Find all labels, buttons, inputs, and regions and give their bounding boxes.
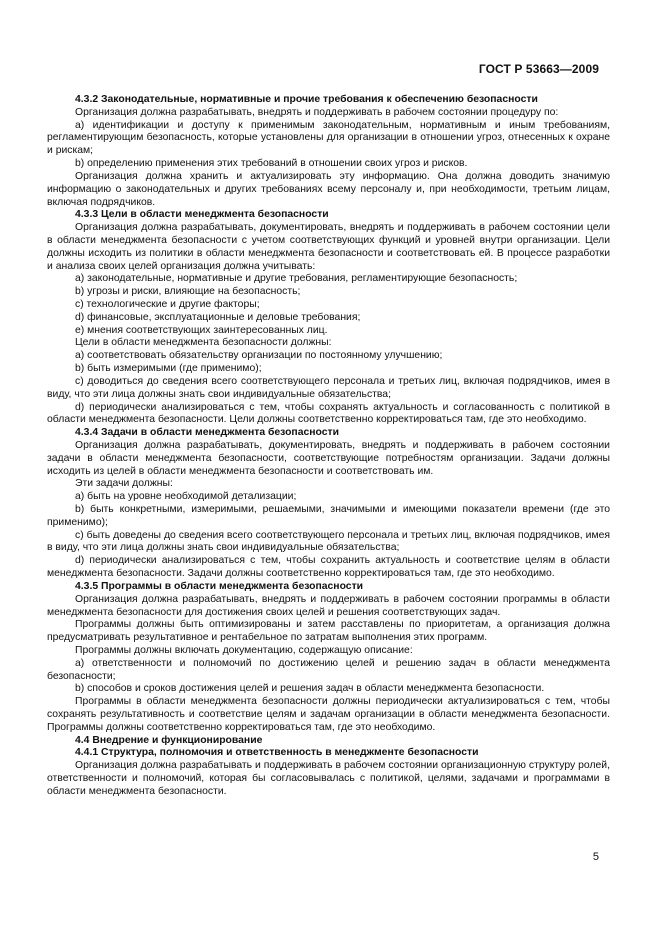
section-heading: 4.4 Внедрение и функционирование xyxy=(75,734,263,746)
section-heading: 4.3.3 Цели в области менеджмента безопасности xyxy=(75,209,329,221)
body-paragraph: Программы в области менеджмента безопасности должны периодически актуализироваться с тем, чтобы сохранять результативность и соответствие целям и задачам организации в области менеджмента безопасности. Программы должны соответственно корректироваться там, где это необходимо. xyxy=(47,696,610,733)
body-paragraph: e) мнения соответствующих заинтересованных лиц. xyxy=(75,324,328,336)
body-paragraph: b) быть конкретными, измеримыми, решаемыми, значимыми и имеющими показатели времени (где это применимо); xyxy=(47,504,610,528)
body-paragraph: b) быть измеримыми (где применимо); xyxy=(75,363,262,375)
body-paragraph: Организация должна разрабатывать, внедрять и поддерживать в рабочем состоянии процедуру по: xyxy=(75,106,559,118)
document-body xyxy=(47,94,610,799)
body-paragraph: d) финансовые, эксплуатационные и деловые требования; xyxy=(75,311,361,323)
body-paragraph: a) соответствовать обязательству организации по постоянному улучшению; xyxy=(75,350,443,362)
body-paragraph: a) законодательные, нормативные и другие требования, регламентирующие безопасность; xyxy=(75,273,518,285)
body-paragraph: b) способов и сроков достижения целей и решения задач в области менеджмента безопасности. xyxy=(75,683,545,695)
section-heading: 4.3.4 Задачи в области менеджмента безопасности xyxy=(75,427,340,439)
section-heading: 4.4.1 Структура, полномочия и ответственность в менеджменте безопасности xyxy=(75,747,479,759)
body-paragraph: c) доводиться до сведения всего соответствующего персонала и третьих лиц, включая подрядчиков, имея в виду, что эти лица должны знать свои индивидуальные обязательства; xyxy=(47,375,610,400)
body-paragraph: Программы должны быть оптимизированы и затем расставлены по приоритетам, а организация должна предусматривать результативное и рентабельное по затратам выполнения этих программ. xyxy=(47,619,610,644)
body-paragraph: c) технологические и другие факторы; xyxy=(75,299,260,310)
page-number: 5 xyxy=(592,851,599,863)
body-paragraph: d) периодически анализироваться с тем, чтобы сохранить актуальность и соответствие целям в области менеджмента безопасности. Задачи должны соответственно корректироваться там, где это необходимо. xyxy=(47,555,610,580)
body-paragraph: Организация должна хранить и актуализировать эту информацию. Она должна доводить значимую информацию о законодательных и других требованиях всему персоналу и, при необходимости, третьим лицам, включая подрядчиков. xyxy=(47,170,610,208)
body-paragraph: a) идентификации и доступу к применимым законодательным, нормативным и иным требованиям, регламентирующим безопасность, которые установлены для организации в отношении угроз, отнесенных к охране и рискам; xyxy=(47,119,610,157)
section-heading: 4.3.5 Программы в области менеджмента безопасности xyxy=(75,580,364,592)
body-paragraph: a) ответственности и полномочий по достижению целей и решению задач в области менеджмента безопасности; xyxy=(47,657,610,682)
body-paragraph: Эти задачи должны: xyxy=(75,478,173,490)
body-paragraph: b) определению применения этих требований в отношении своих угроз и рисков. xyxy=(75,158,468,170)
body-paragraph: Программы должны включать документацию, содержащую описание: xyxy=(75,644,413,656)
body-paragraph: Цели в области менеджмента безопасности должны: xyxy=(75,337,332,349)
section-heading: 4.3.2 Законодательные, нормативные и прочие требования к обеспечению безопасности xyxy=(75,94,538,105)
body-paragraph: d) периодически анализироваться с тем, чтобы сохранять актуальность и согласованность с политикой в области менеджмента безопасности. Цели должны соответственно корректироваться там, где это необходимо. xyxy=(47,401,610,426)
body-paragraph: a) быть на уровне необходимой детализации; xyxy=(75,491,297,503)
body-paragraph: b) угрозы и риски, влияющие на безопасность; xyxy=(75,286,301,298)
body-paragraph: c) быть доведены до сведения всего соответствующего персонала и третьих лиц, включая подрядчиков, имея в виду, что эти лица должны знать свои индивидуальные обязательства; xyxy=(47,529,610,554)
body-paragraph: Организация должна разрабатывать, документировать, внедрять и поддерживать в рабочем состоянии цели в области менеджмента безопасности с учетом соответствующих функций и уровней внутри организации. Цели должны исходить из политики в области менеджмента безопасности и соответствовать ей. В процессе разработки и анализа своих целей организация должна учитывать: xyxy=(47,222,610,272)
body-paragraph: Организация должна разрабатывать, документировать, внедрять и поддерживать в рабочем состоянии задачи в области менеджмента безопасности, соответствующие потребностям организации. Задачи должны исходить из целей в области менеджмента безопасности и соответствовать им. xyxy=(47,439,610,477)
body-paragraph: Организация должна разрабатывать, внедрять и поддерживать в рабочем состоянии программы в области менеджмента безопасности для достижения своих целей и решения соответствующих задач. xyxy=(47,593,610,618)
body-paragraph: Организация должна разрабатывать и поддерживать в рабочем состоянии организационную структуру ролей, ответственности и полномочий, которая бы согласовывалась с политикой, целями, задачами и программами в области менеджмента безопасности. xyxy=(47,760,610,797)
document-code: ГОСТ Р 53663—2009 xyxy=(478,62,599,76)
